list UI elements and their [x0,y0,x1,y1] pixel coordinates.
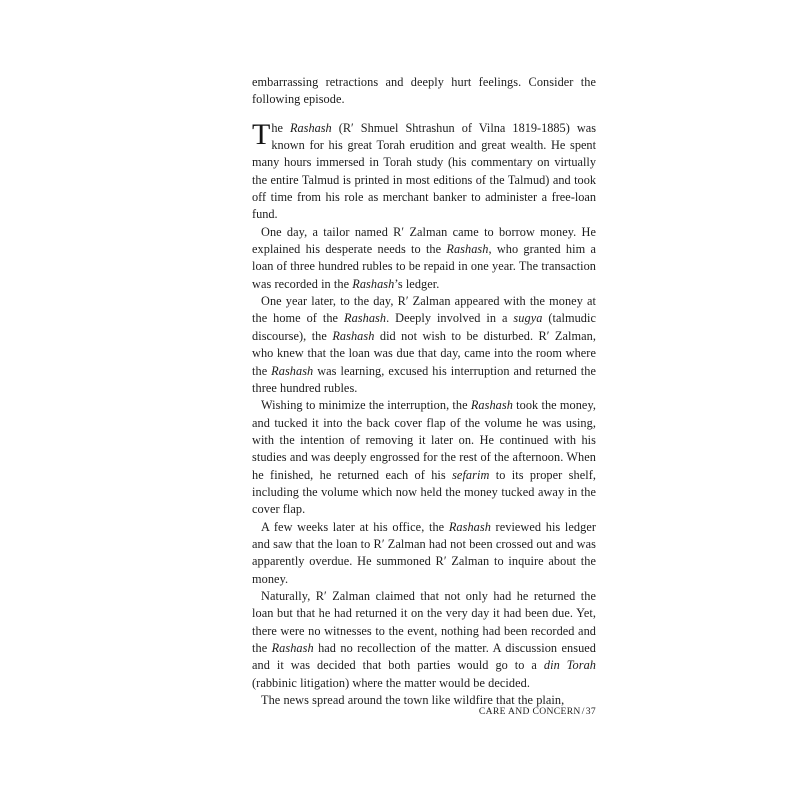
italic-term-rashash: Rashash [344,311,387,326]
footer-separator: / [581,706,585,717]
italic-term-rashash: Rashash [271,363,314,378]
text-column [252,74,596,709]
paragraph-naturally: Naturally, R′ Zalman claimed that not only had he returned the loan but that he had returned it on the very day it had been due. Yet, there were no witnesses to the event, nothing had been recorded and the Rashash had no recollection of the matter. A discussion ensued and it was decided that both parties would go to a din Torah (rabbinic litigation) where the matter would be decided. [252,588,597,690]
italic-term-rashash: Rashash [290,120,332,135]
italic-term-sugya: sugya [513,311,543,326]
paragraph-few-weeks: A few weeks later at his office, the Rashash reviewed his ledger and saw that the loan to R′ Zalman had not been crossed out and was apparently overdue. He summoned R′ Zalman to inquire about the money. [252,519,596,586]
italic-term-rashash: Rashash [446,242,489,257]
paragraph-rashash-intro [252,109,596,224]
paragraph-rashash-intro-text: he Rashash (R′ Shmuel Shtrashun of Vilna 1819-1885) was known for his great Torah erudition and great wealth. He spent many hours immersed in Torah study (his commentary on virtually the entire Talmud is printed in most editions of the Talmud) and took off time from his role as merchant banker to administer a free-loan fund. [252,120,596,222]
italic-term-sefarim: sefarim [452,467,490,482]
footer-chapter-title: CARE AND CONCERN [478,706,581,717]
italic-term-rashash: Rashash [448,519,491,534]
italic-term-rashash: Rashash [332,328,375,343]
italic-term-din-torah: din Torah [543,658,596,673]
paragraph-intro: embarrassing retractions and deeply hurt feelings. Consider the following episode. [252,75,596,107]
italic-term-rashash: Rashash [470,398,513,413]
italic-term-rashash: Rashash [352,276,395,291]
paragraph-wishing: Wishing to minimize the interruption, the Rashash took the money, and tucked it into the back cover flap of the volume he was using, with the intention of removing it later on. He continued with his studies and was deeply engrossed for the rest of the afternoon. When he finished, he returned each of his sefarim to its proper shelf, including the volume which now held the money tucked away in the cover flap. [252,398,596,517]
paragraph-tailor: One day, a tailor named R′ Zalman came to borrow money. He explained his desperate needs to the Rashash, who granted him a loan of three hundred rubles to be repaid in one year. The transaction was recorded in the Rashash’s ledger. [252,224,596,291]
paragraph-one-year-later: One year later, to the day, R′ Zalman appeared with the money at the home of the Rashash. Deeply involved in a sugya (talmudic discourse), the Rashash did not wish to be disturbed. R′ Zalman, who knew that the loan was due that day, came into the room where the Rashash was learning, excused his interruption and returned the three hundred rubles. [252,294,597,395]
page-footer [252,706,596,717]
footer-page-number: 37 [585,706,596,717]
drop-cap-letter: T [252,117,271,151]
paragraph-news: The news spread around the town like wildfire that the plain, [261,693,565,708]
italic-term-rashash: Rashash [271,641,314,655]
